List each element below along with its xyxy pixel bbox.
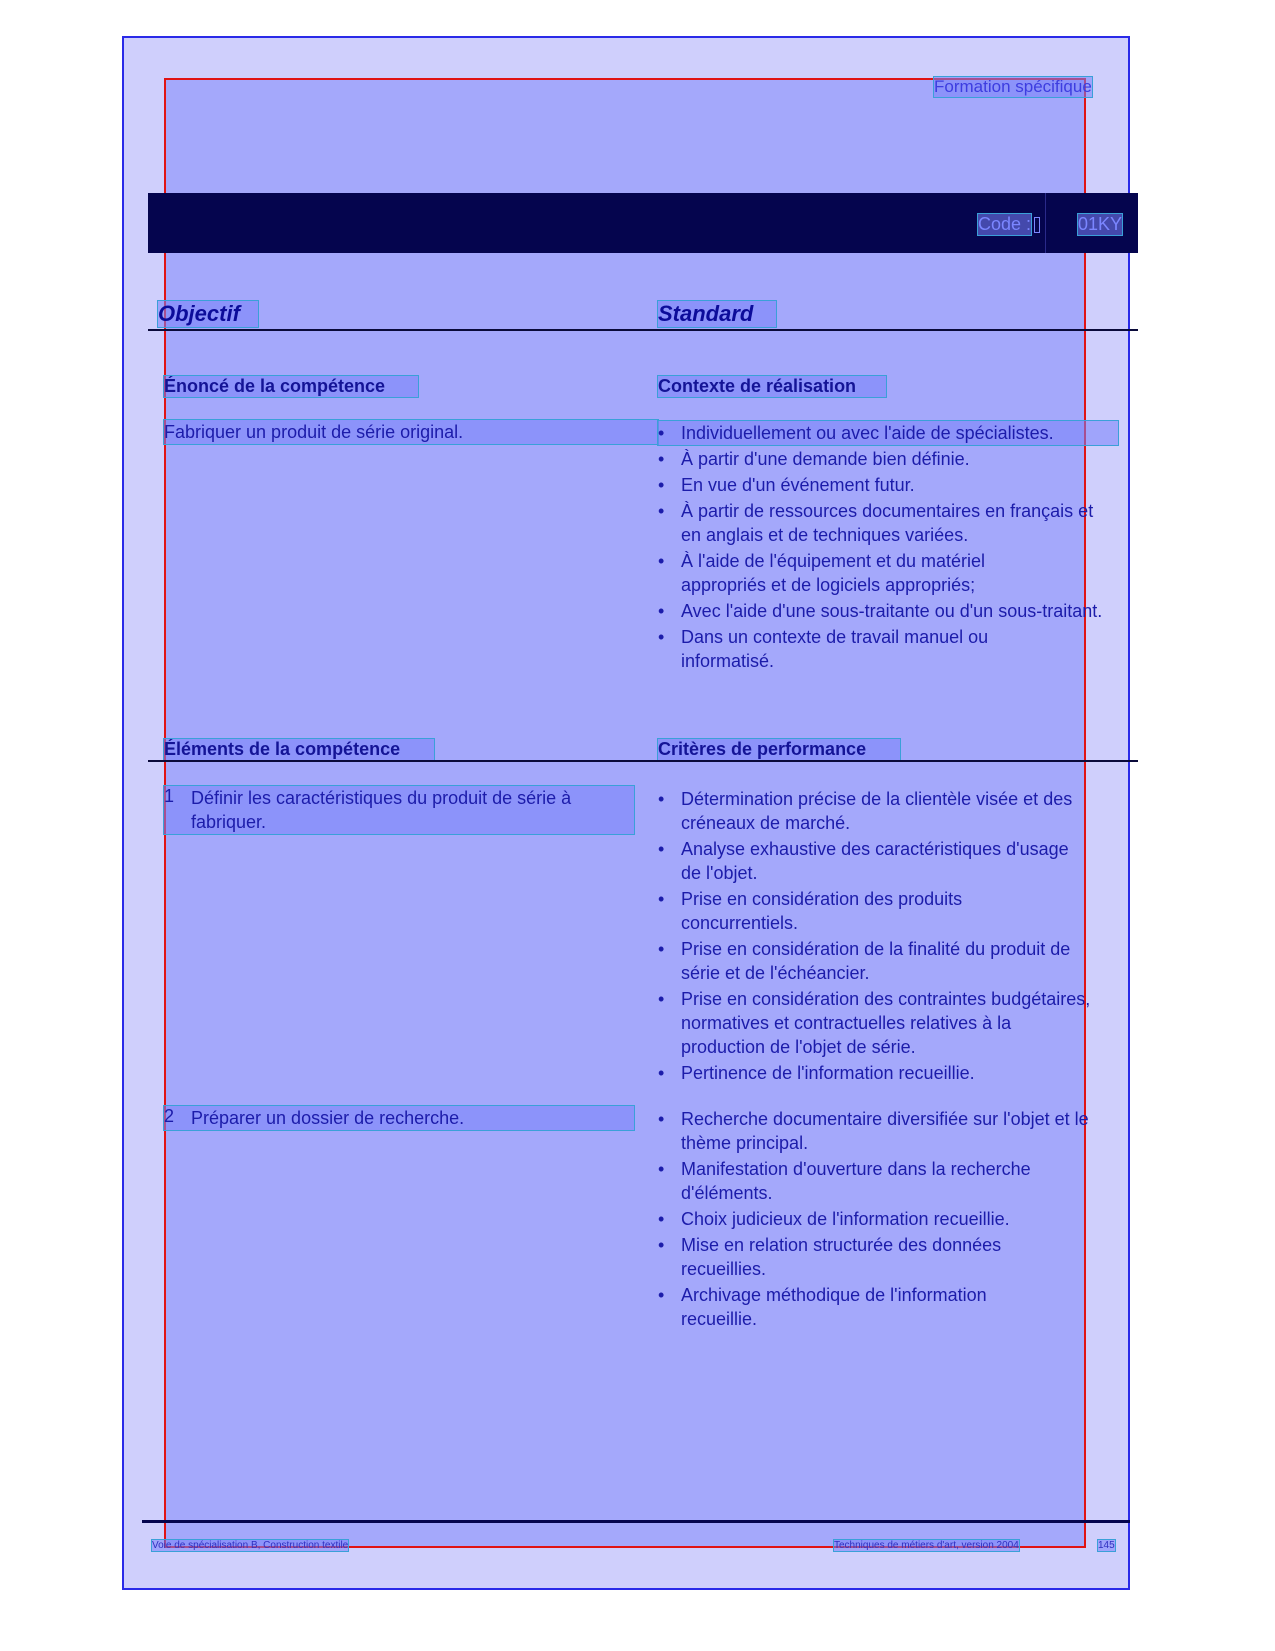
elements-rule xyxy=(148,760,1138,762)
criteria-item: • Choix judicieux de l'information recueillie. xyxy=(658,1207,1118,1231)
page-number: 145 xyxy=(1098,1540,1115,1551)
criteria-list-2 xyxy=(658,1107,1118,1331)
enonce-text: Fabriquer un produit de série original. xyxy=(164,420,658,444)
contexte-item: • À l'aide de l'équipement et du matériel appropriés et de logiciels appropriés; xyxy=(658,549,1051,597)
criteria-item: • Mise en relation structurée des données recueillies. xyxy=(658,1233,1071,1281)
contexte-item: • Dans un contexte de travail manuel ou informatisé. xyxy=(658,625,1061,673)
objectif-title: Objectif xyxy=(158,301,258,327)
criteria-item: • Manifestation d'ouverture dans la recherche d'éléments. xyxy=(658,1157,1101,1205)
footer-rule xyxy=(142,1520,1130,1523)
criteres-heading: Critères de performance xyxy=(658,739,900,760)
criteria-item: • Prise en considération des produits concurrentiels. xyxy=(658,887,1031,935)
element-number: 2 xyxy=(164,1106,175,1126)
criteria-item: • Analyse exhaustive des caractéristiques d'usage de l'objet. xyxy=(658,837,1071,885)
criteria-item: • Prise en considération de la finalité du produit de série et de l'échéancier. xyxy=(658,937,1111,985)
criteria-item: • Détermination précise de la clientèle visée et des créneaux de marché. xyxy=(658,787,1101,835)
element-text: Préparer un dossier de recherche. xyxy=(191,1108,465,1128)
contexte-heading: Contexte de réalisation xyxy=(658,376,886,397)
contexte-list xyxy=(658,421,1118,673)
contexte-item: • En vue d'un événement futur. xyxy=(658,473,1118,497)
element-text: Définir les caractéristiques du produit de série à fabriquer. xyxy=(191,788,572,832)
element-1 xyxy=(164,786,634,834)
header-divider xyxy=(1045,193,1046,253)
contexte-item: • Individuellement ou avec l'aide de spécialistes. xyxy=(658,421,1118,445)
element-number: 1 xyxy=(164,786,175,806)
criteria-item: • Recherche documentaire diversifiée sur l'objet et le thème principal. xyxy=(658,1107,1121,1155)
contexte-item: • À partir de ressources documentaires en français et en anglais et de techniques variées. xyxy=(658,499,1118,547)
contexte-item: • Avec l'aide d'une sous-traitante ou d'un sous-traitant. xyxy=(658,599,1121,623)
criteria-list-1 xyxy=(658,787,1118,1085)
code-label: Code : xyxy=(978,214,1032,234)
document-section-label: Formation spécifique xyxy=(934,77,1092,96)
title-rule xyxy=(148,329,1138,331)
standard-title: Standard xyxy=(658,301,776,327)
criteria-item: • Prise en considération des contraintes budgétaires, normatives et contractuelles relatives à la production de l'objet de série. xyxy=(658,987,1091,1059)
code-value: 01KY xyxy=(1078,214,1123,234)
enonce-heading: Énoncé de la compétence xyxy=(164,376,418,397)
footer-left-text: Voie de spécialisation B, Construction textile xyxy=(152,1540,349,1551)
criteria-item: • Archivage méthodique de l'information recueillie. xyxy=(658,1283,1061,1331)
element-2 xyxy=(164,1106,634,1130)
footer-right-text: Techniques de métiers d'art, version 2004 xyxy=(834,1540,1019,1551)
code-separator-icon xyxy=(1034,217,1040,233)
elements-heading: Éléments de la compétence xyxy=(164,739,434,760)
criteria-item: • Pertinence de l'information recueillie. xyxy=(658,1061,1118,1085)
contexte-item: • À partir d'une demande bien définie. xyxy=(658,447,1118,471)
